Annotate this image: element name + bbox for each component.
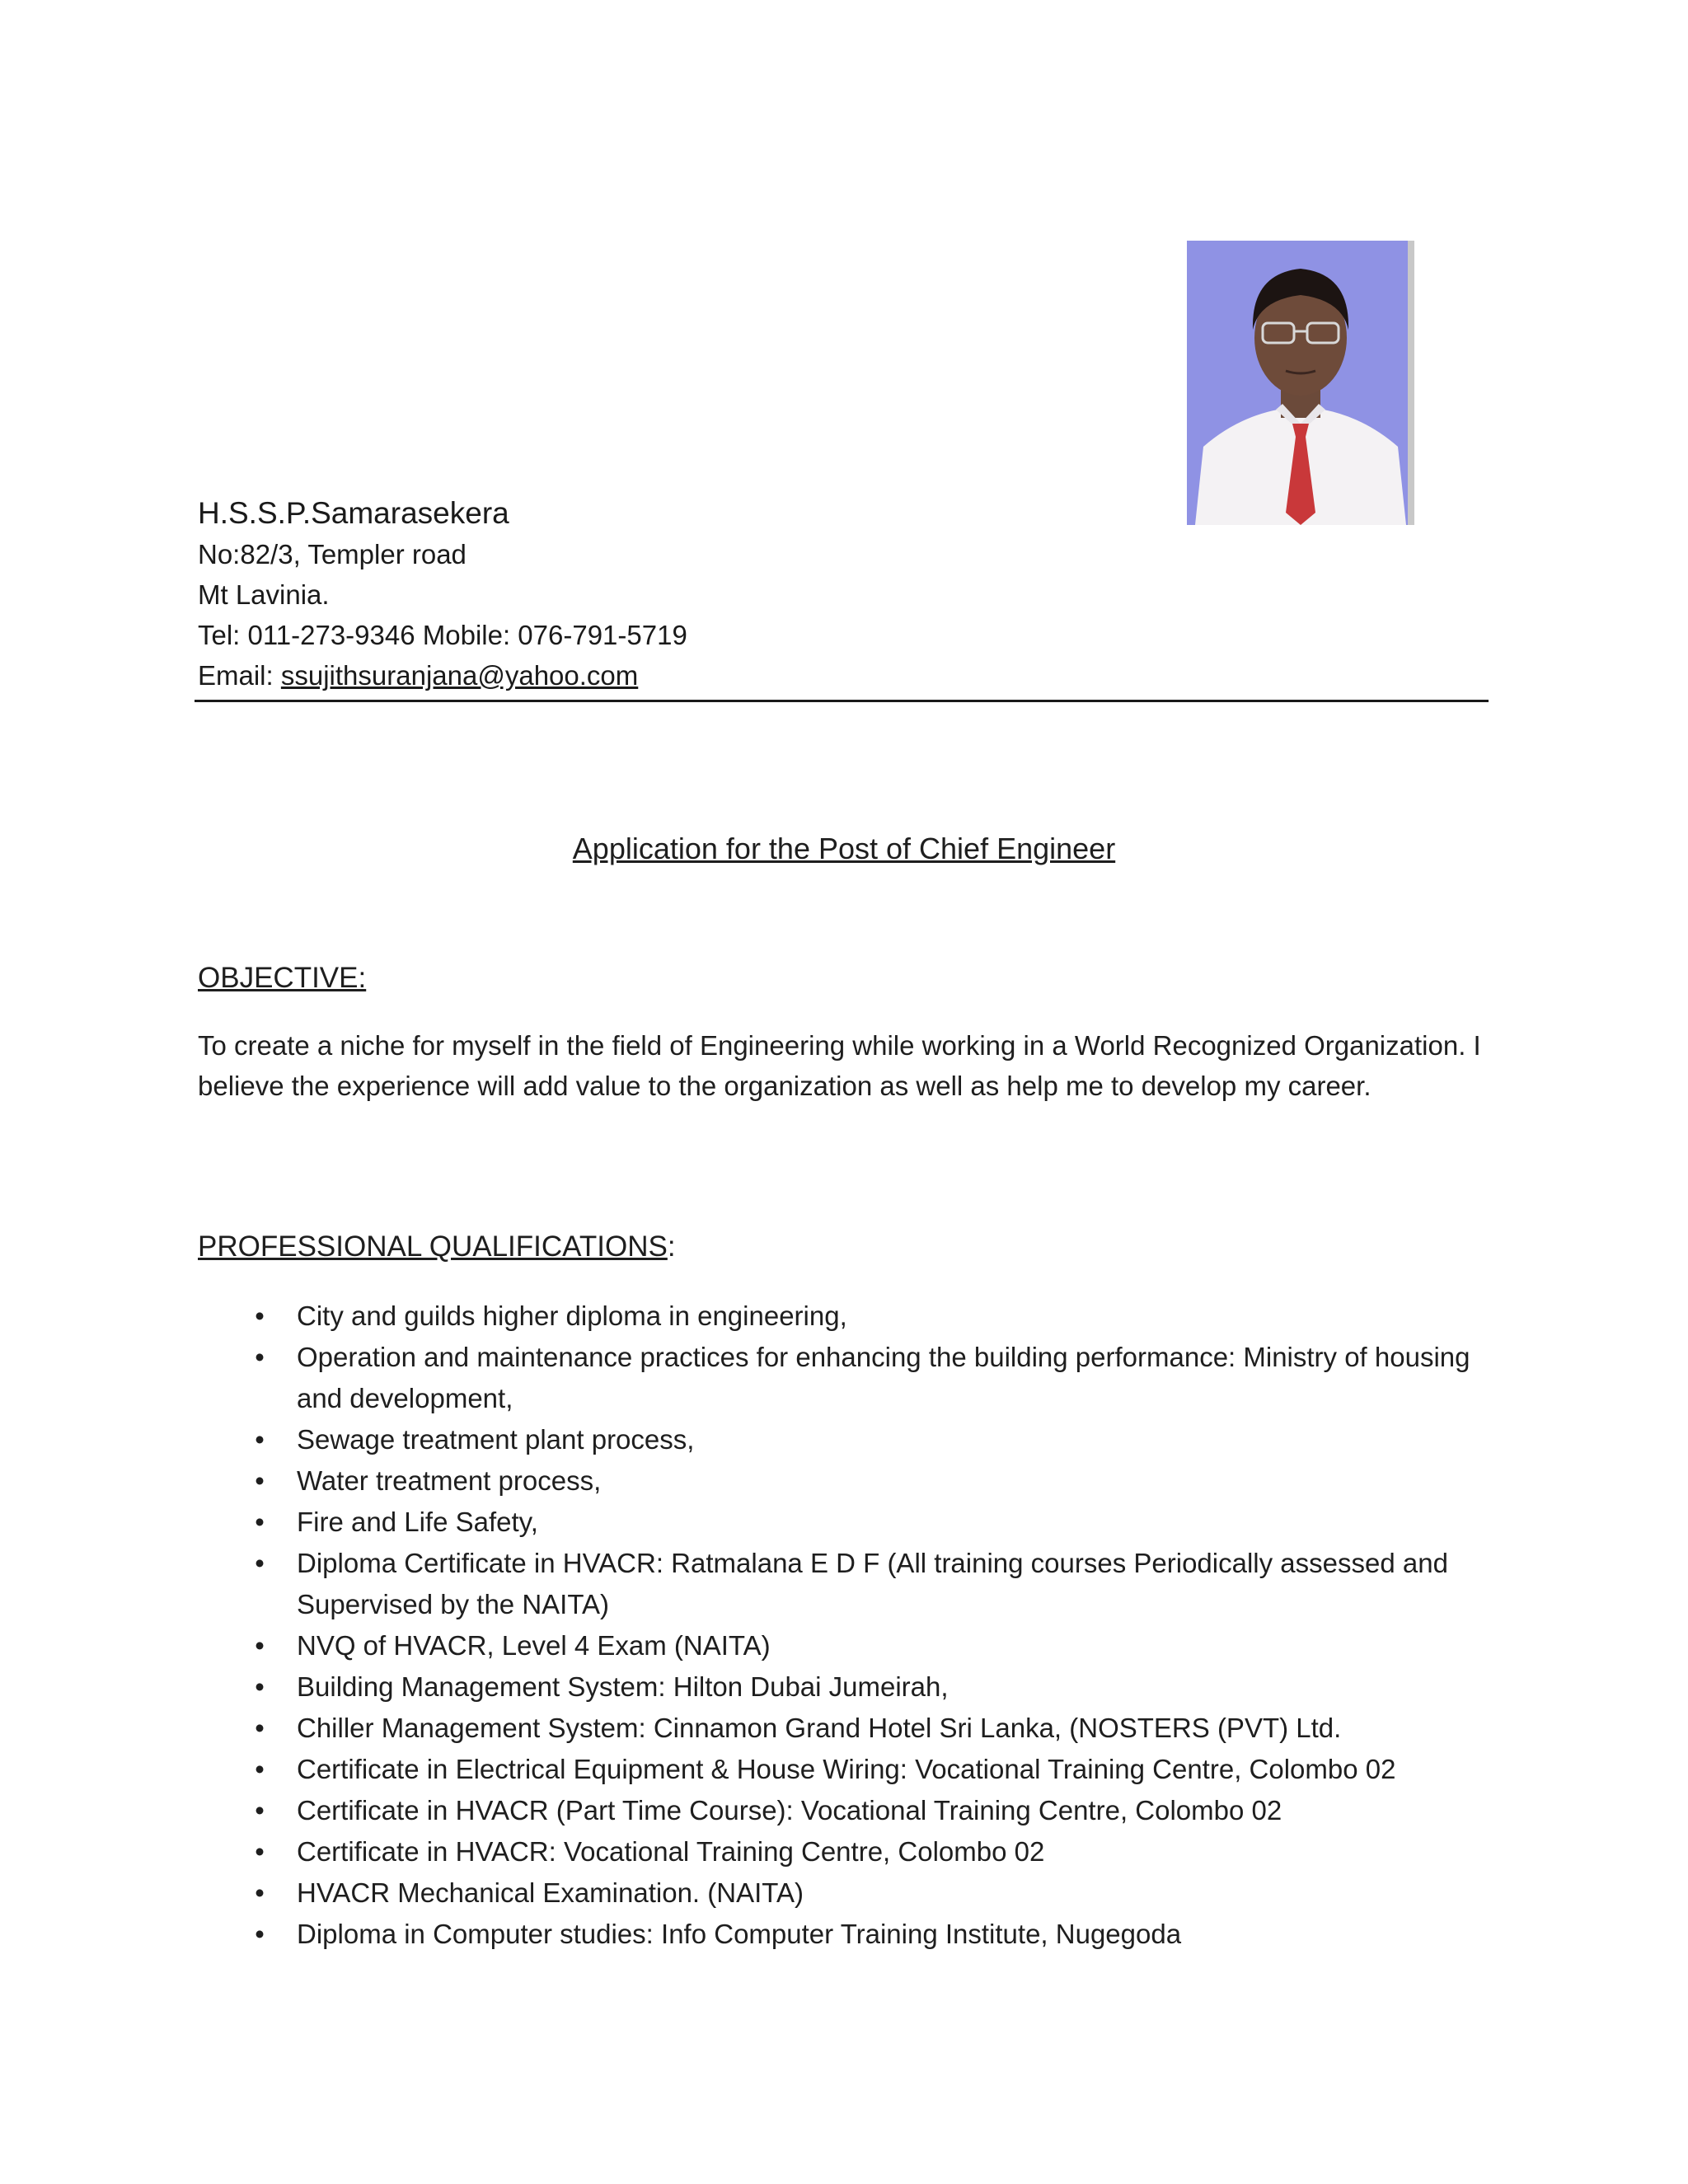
bullet-icon: • bbox=[255, 1919, 265, 1949]
list-item: • Building Management System: Hilton Dubai Jumeirah, bbox=[247, 1666, 1484, 1708]
email-link[interactable]: ssujithsuranjana@yahoo.com bbox=[280, 660, 639, 691]
bullet-icon: • bbox=[255, 1548, 265, 1578]
applicant-name: H.S.S.P.Samarasekera bbox=[198, 496, 509, 530]
list-item: • NVQ of HVACR, Level 4 Exam (NAITA) bbox=[247, 1625, 1484, 1666]
bullet-icon: • bbox=[255, 1301, 265, 1331]
email-label: Email: bbox=[198, 660, 281, 691]
bullet-icon: • bbox=[255, 1424, 265, 1455]
qualifications-heading-suffix: : bbox=[667, 1230, 676, 1263]
objective-heading-text: OBJECTIVE: bbox=[198, 962, 367, 994]
header-divider bbox=[195, 700, 1489, 702]
profile-photo bbox=[1187, 241, 1414, 525]
list-item: • Diploma Certificate in HVACR: Ratmalana E D F (All training courses Periodically assessed and Supervised by the NAITA) bbox=[247, 1543, 1484, 1625]
document-title bbox=[0, 829, 1688, 869]
list-item: • Fire and Life Safety, bbox=[247, 1502, 1484, 1543]
bullet-icon: • bbox=[255, 1836, 265, 1867]
qualifications-list bbox=[247, 1296, 1484, 1955]
list-item: • Certificate in HVACR (Part Time Course): Vocational Training Centre, Colombo 02 bbox=[247, 1790, 1484, 1831]
list-item: • Water treatment process, bbox=[247, 1460, 1484, 1502]
bullet-icon: • bbox=[255, 1671, 265, 1702]
address-line-2: Mt Lavinia. bbox=[198, 579, 330, 610]
list-item: • HVACR Mechanical Examination. (NAITA) bbox=[247, 1872, 1484, 1914]
list-item: • Certificate in HVACR: Vocational Training Centre, Colombo 02 bbox=[247, 1831, 1484, 1872]
contact-header bbox=[198, 493, 1484, 696]
list-item: • Operation and maintenance practices for enhancing the building performance: Ministry of housing and development, bbox=[247, 1337, 1484, 1419]
address-line-1: No:82/3, Templer road bbox=[198, 539, 467, 569]
bullet-icon: • bbox=[255, 1795, 265, 1825]
list-item: • Sewage treatment plant process, bbox=[247, 1419, 1484, 1460]
list-item: • City and guilds higher diploma in engineering, bbox=[247, 1296, 1484, 1337]
list-item: • Chiller Management System: Cinnamon Grand Hotel Sri Lanka, (NOSTERS (PVT) Ltd. bbox=[247, 1708, 1484, 1749]
bullet-icon: • bbox=[255, 1754, 265, 1784]
objective-heading bbox=[198, 959, 366, 997]
bullet-icon: • bbox=[255, 1507, 265, 1537]
bullet-icon: • bbox=[255, 1342, 265, 1372]
bullet-icon: • bbox=[255, 1713, 265, 1743]
bullet-icon: • bbox=[255, 1630, 265, 1661]
bullet-icon: • bbox=[255, 1877, 265, 1908]
document-title-text: Application for the Post of Chief Engineer bbox=[572, 832, 1116, 865]
email-line bbox=[198, 655, 1484, 696]
list-item: • Diploma in Computer studies: Info Computer Training Institute, Nugegoda bbox=[247, 1914, 1484, 1955]
bullet-icon: • bbox=[255, 1465, 265, 1496]
objective-text: To create a niche for myself in the field of Engineering while working in a World Recognized Organization. I believe the experience will add value to the organization as well as help me to develop my career. bbox=[198, 1030, 1481, 1101]
qualifications-heading-text: PROFESSIONAL QUALIFICATIONS bbox=[198, 1230, 668, 1263]
phone-line: Tel: 011-273-9346 Mobile: 076-791-5719 bbox=[198, 620, 687, 650]
person-portrait-icon bbox=[1187, 241, 1414, 525]
list-item: • Certificate in Electrical Equipment & House Wiring: Vocational Training Centre, Colombo 02 bbox=[247, 1749, 1484, 1790]
qualifications-heading bbox=[198, 1228, 676, 1266]
